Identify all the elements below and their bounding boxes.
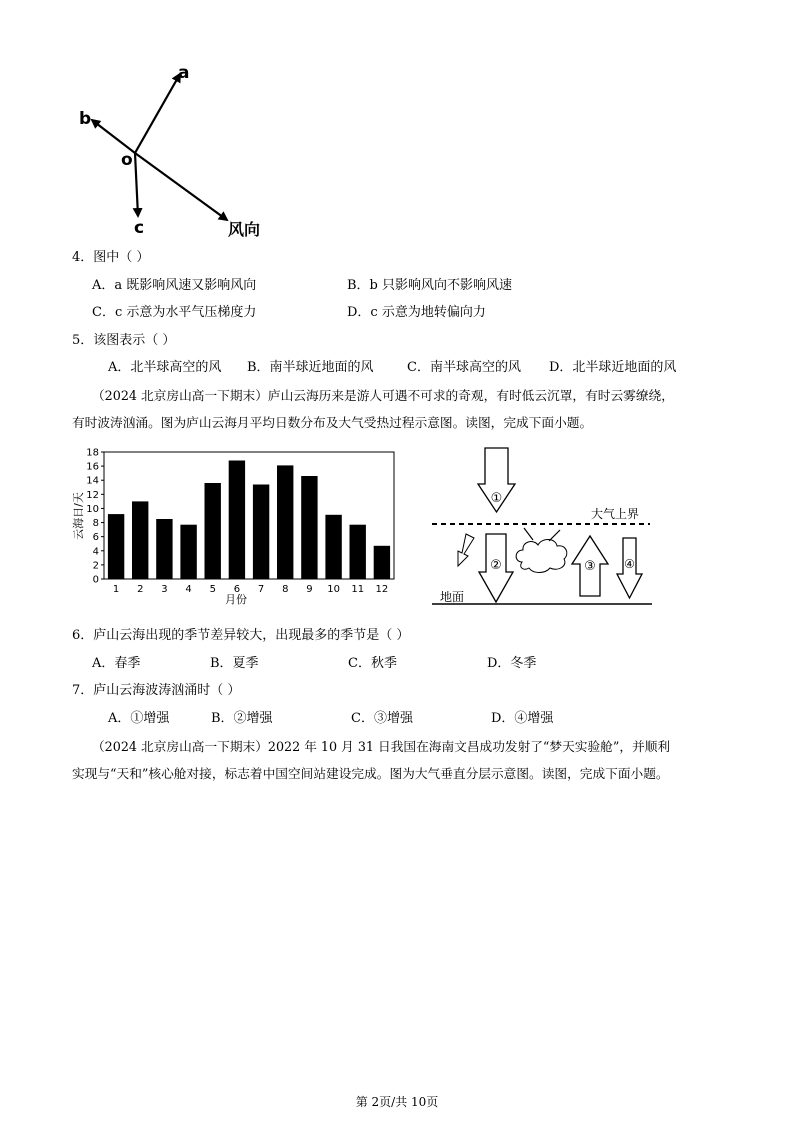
chart-x-tick-label: 11 bbox=[351, 584, 365, 595]
label-c: c bbox=[134, 218, 145, 238]
q4-stem: 4．图中（ ） bbox=[72, 250, 150, 265]
passage1-line1: （2024 北京房山高一下期末）庐山云海历来是游人可遇不可求的奇观，有时低云沉罩，有时云雾缭绕， bbox=[92, 388, 674, 403]
q5-option-d[interactable]: D．北半球近地面的风 bbox=[549, 360, 677, 375]
chart-y-tick-label: 4 bbox=[92, 546, 99, 558]
q6-option-d[interactable]: D．冬季 bbox=[487, 656, 537, 671]
label-b: b bbox=[79, 109, 92, 129]
q4-option-c[interactable]: C．c 示意为水平气压梯度力 bbox=[92, 305, 257, 320]
reflected-arrow bbox=[458, 534, 474, 566]
chart-y-tick-label: 2 bbox=[92, 560, 99, 572]
q6-stem: 6．庐山云海出现的季节差异较大，出现最多的季节是（ ） bbox=[72, 628, 410, 643]
label-wind-direction: 风向 bbox=[228, 220, 261, 239]
q7-option-c[interactable]: C．③增强 bbox=[351, 711, 413, 726]
chart-x-tick-label: 3 bbox=[161, 584, 168, 595]
q4-option-d[interactable]: D．c 示意为地转偏向力 bbox=[347, 305, 486, 320]
q4-option-b[interactable]: B．b 只影响风向不影响风速 bbox=[347, 278, 513, 293]
chart-y-tick-label: 0 bbox=[92, 574, 99, 586]
q6-option-c[interactable]: C．秋季 bbox=[348, 656, 397, 671]
chart-x-tick-label: 6 bbox=[233, 584, 241, 595]
q6-option-a[interactable]: A．春季 bbox=[92, 656, 141, 671]
arrow-3-label: ③ bbox=[584, 559, 596, 574]
q4-option-a[interactable]: A．a 既影响风速又影响风向 bbox=[92, 278, 257, 293]
chart-bars bbox=[108, 461, 390, 580]
chart-bar-5 bbox=[205, 483, 221, 579]
chart-bar-2 bbox=[132, 501, 148, 579]
chart-bar-7 bbox=[253, 485, 269, 580]
chart-bar-8 bbox=[277, 465, 293, 579]
passage1-line2: 有时波涛汹涌。图为庐山云海月平均日数分布及大气受热过程示意图。读图，完成下面小题。 bbox=[72, 415, 593, 430]
chart-x-tick-label: 4 bbox=[185, 584, 192, 595]
arrow-2-label: ② bbox=[490, 558, 502, 573]
force-b-arrow bbox=[92, 120, 135, 153]
passage2-line1: （2024 北京房山高一下期末）2022 年 10 月 31 日我国在海南文昌成功发射了“梦天实验舱”，并顺利 bbox=[92, 739, 671, 754]
q5-option-b[interactable]: B．南半球近地面的风 bbox=[247, 360, 374, 375]
wind-force-diagram bbox=[70, 58, 290, 243]
chart-x-tick-label: 1 bbox=[112, 584, 120, 595]
arrow-4-label: ④ bbox=[624, 557, 635, 571]
chart-x-tick-label: 9 bbox=[306, 584, 313, 595]
wind-direction-arrow bbox=[135, 153, 227, 220]
page-footer: 第 2页/共 10页 bbox=[355, 1095, 439, 1109]
chart-bar-11 bbox=[350, 525, 366, 579]
q6-option-b[interactable]: B．夏季 bbox=[210, 656, 259, 671]
arrow-1-label: ① bbox=[490, 491, 503, 506]
q7-option-b[interactable]: B．②增强 bbox=[211, 711, 273, 726]
cloud-sea-days-chart bbox=[68, 448, 408, 608]
chart-y-tick-label: 8 bbox=[92, 518, 99, 530]
q7-option-d[interactable]: D．④增强 bbox=[491, 711, 554, 726]
atmosphere-heating-diagram bbox=[428, 444, 658, 609]
force-a-arrow bbox=[135, 74, 180, 153]
chart-y-tick-label: 10 bbox=[86, 503, 99, 515]
chart-y-tick-label: 12 bbox=[86, 489, 99, 501]
chart-y-tick-label: 18 bbox=[86, 448, 99, 459]
chart-bar-1 bbox=[108, 514, 124, 579]
label-o: o bbox=[121, 150, 133, 170]
chart-x-tick-label: 10 bbox=[327, 584, 340, 595]
chart-bar-4 bbox=[180, 525, 196, 579]
chart-y-tick-label: 16 bbox=[86, 461, 99, 473]
chart-bar-3 bbox=[156, 519, 172, 579]
cloud-ray-1 bbox=[524, 528, 533, 540]
chart-y-label: 云海日/天 bbox=[72, 492, 85, 540]
chart-bar-10 bbox=[325, 515, 341, 579]
q7-option-a[interactable]: A．①增强 bbox=[108, 711, 170, 726]
label-a: a bbox=[178, 63, 190, 83]
q5-stem: 5．该图表示（ ） bbox=[72, 333, 176, 348]
cloud-ray-2 bbox=[549, 530, 560, 541]
chart-x-tick-label: 2 bbox=[137, 584, 144, 595]
chart-x-tick-label: 7 bbox=[257, 584, 265, 595]
chart-x-label: 月份 bbox=[225, 593, 247, 606]
chart-bar-12 bbox=[374, 546, 390, 579]
passage2-line2: 实现与“天和”核心舱对接，标志着中国空间站建设完成。图为大气垂直分层示意图。读图，完成下面小题。 bbox=[72, 766, 669, 781]
chart-x-ticks bbox=[113, 584, 388, 595]
chart-x-tick-label: 12 bbox=[375, 584, 389, 595]
q5-option-c[interactable]: C．南半球高空的风 bbox=[407, 360, 521, 375]
chart-y-tick-label: 14 bbox=[86, 475, 99, 487]
chart-y-tick-label: 6 bbox=[92, 532, 99, 544]
chart-y-ticks bbox=[86, 448, 104, 586]
upper-boundary-label: 大气上界 bbox=[591, 507, 640, 521]
chart-x-tick-label: 5 bbox=[209, 584, 216, 595]
chart-bar-6 bbox=[229, 461, 245, 580]
cloud-icon bbox=[516, 539, 567, 572]
q5-option-a[interactable]: A．北半球高空的风 bbox=[108, 360, 222, 375]
force-c-arrow bbox=[135, 153, 138, 216]
ground-label: 地面 bbox=[440, 590, 465, 604]
chart-bar-9 bbox=[301, 476, 317, 579]
chart-x-tick-label: 8 bbox=[282, 584, 289, 595]
q7-stem: 7．庐山云海波涛汹涌时（ ） bbox=[72, 683, 241, 698]
